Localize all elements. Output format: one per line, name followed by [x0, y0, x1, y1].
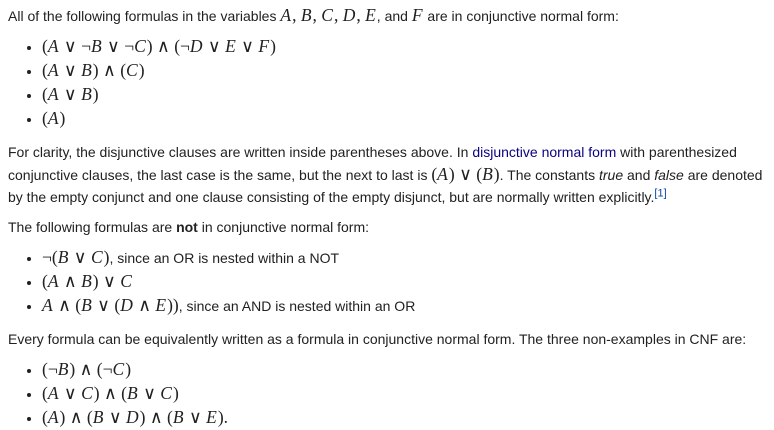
text-run: with parenthesized conjunctive clauses, the last case is the same, but the next to last is: [8, 144, 737, 183]
math-formula: (A ∨ ¬B ∨ ¬C) ∧ (¬D ∨ E ∨ F): [42, 36, 276, 56]
italic-text: false: [654, 167, 684, 183]
bullet-list: [8, 35, 768, 131]
text-run: Every formula can be equivalently written as a formula in conjunctive normal form. The three non-examples in CNF are:: [8, 331, 747, 347]
text-run: For clarity, the disjunctive clauses are written inside parentheses above. In: [8, 144, 473, 160]
text-run: . The constants: [499, 167, 599, 183]
math-formula: (A ∨ B) ∧ (C): [42, 60, 145, 80]
list-item: [42, 107, 768, 131]
math-formula: F: [411, 5, 423, 25]
list-item: [42, 246, 768, 270]
math-formula: A, B, C, D, E: [280, 5, 376, 25]
text-run: , since an AND is nested within an OR: [178, 298, 416, 314]
reference-superscript: [654, 187, 666, 199]
italic-text: true: [598, 167, 624, 183]
list-item: [42, 382, 768, 406]
math-formula: (¬B) ∧ (¬C): [42, 359, 132, 379]
math-formula: (A ∨ B): [42, 84, 99, 104]
text-run: , since an OR is nested within a NOT: [109, 250, 340, 266]
bold-text: not: [176, 219, 198, 235]
math-formula: (A ∨ C) ∧ (B ∨ C): [42, 383, 179, 403]
paragraph: [8, 328, 768, 350]
list-item: [42, 294, 768, 318]
list-item: [42, 83, 768, 107]
wiki-link-disjunctive-normal-form[interactable]: disjunctive normal form: [472, 144, 617, 160]
text-run: , and: [376, 8, 412, 24]
paragraph: [8, 4, 768, 27]
text-run: and: [623, 167, 655, 183]
list-item: [42, 406, 768, 430]
reference-link[interactable]: [1]: [654, 187, 667, 200]
text-run: All of the following formulas in the variables: [8, 8, 281, 24]
paragraph: [8, 141, 768, 208]
bullet-list: [8, 246, 768, 318]
bullet-list: [8, 358, 768, 430]
text-run: are denoted by the empty conjunct and one clause consisting of the empty disjunct, but are normally written explicitly.: [8, 167, 763, 205]
list-item: [42, 35, 768, 59]
article-content: [0, 4, 774, 430]
math-formula: (A): [42, 108, 66, 128]
text-run: in conjunctive normal form:: [197, 219, 370, 235]
math-formula: ¬(B ∨ C): [42, 247, 110, 267]
list-item: [42, 358, 768, 382]
math-formula: A ∧ (B ∨ (D ∧ E)): [42, 295, 179, 315]
math-formula: (A) ∧ (B ∨ D) ∧ (B ∨ E).: [42, 407, 229, 427]
text-run: are in conjunctive normal form:: [423, 8, 619, 24]
text-run: The following formulas are: [8, 219, 177, 235]
math-formula: (A) ∨ (B): [431, 164, 500, 184]
math-formula: (A ∧ B) ∨ C: [42, 271, 132, 291]
list-item: [42, 270, 768, 294]
paragraph: [8, 216, 768, 238]
list-item: [42, 59, 768, 83]
